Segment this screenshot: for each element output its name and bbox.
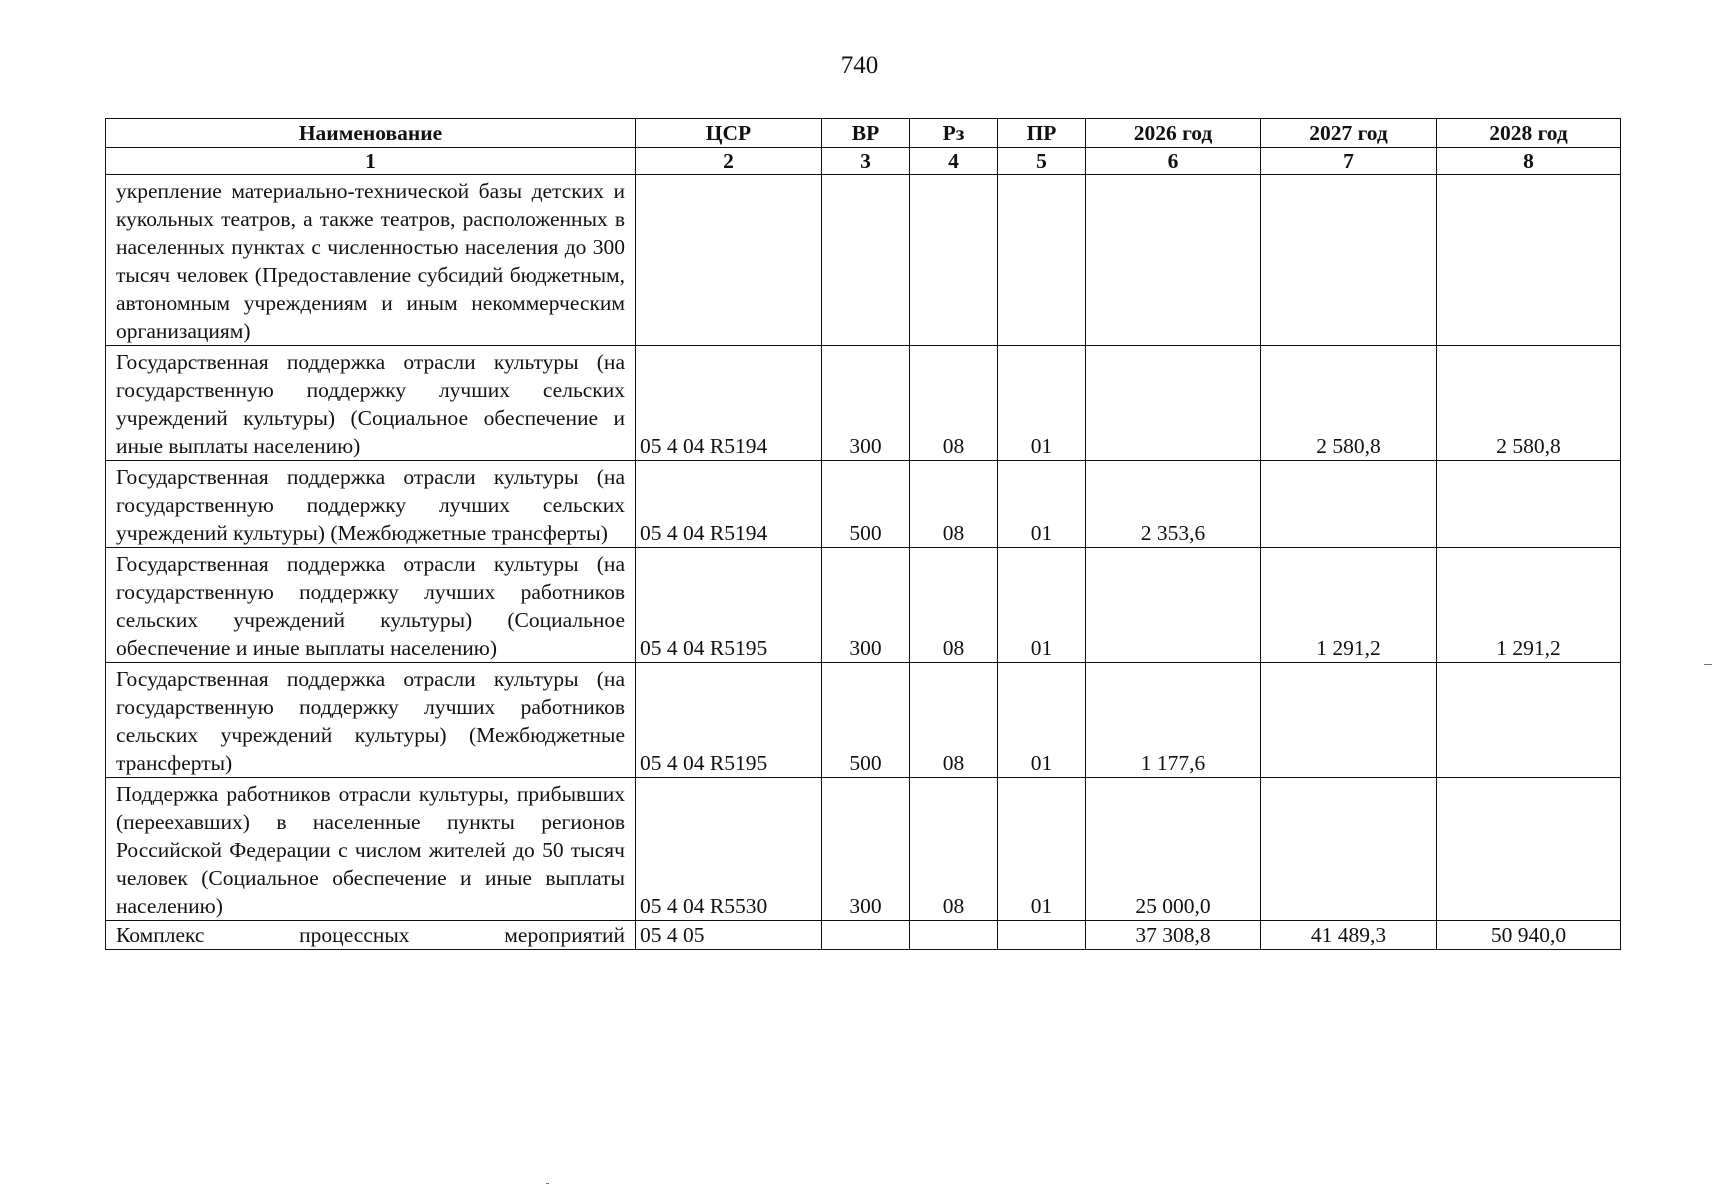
column-number: 3 [822,148,910,175]
table-row [106,778,1621,921]
row-rz: 08 [910,548,998,663]
row-pr: 01 [998,461,1086,548]
row-2027 [1261,175,1437,346]
column-number: 7 [1261,148,1437,175]
row-2026 [1086,175,1261,346]
row-name: Государственная поддержка отрасли культуры (на государственную поддержку лучших работников сельских учреждений культуры) (Социальное обеспечение и иные выплаты населению) [106,548,636,663]
column-number: 6 [1086,148,1261,175]
row-2027 [1261,663,1437,778]
header-pr: ПР [998,119,1086,148]
row-rz: 08 [910,778,998,921]
row-pr: 01 [998,548,1086,663]
row-vr: 300 [822,778,910,921]
row-name: укрепление материально-технической базы детских и кукольных театров, а также театров, расположенных в населенных пунктах с численностью населения до 300 тысяч человек (Предоставление субсидий бюджетным, автономным учреждениям и иным некоммерческим организациям) [106,175,636,346]
header-vr: ВР [822,119,910,148]
row-2026: 2 353,6 [1086,461,1261,548]
row-vr: 300 [822,548,910,663]
row-rz [910,175,998,346]
row-csr: 05 4 04 R5194 [636,346,822,461]
row-pr: 01 [998,663,1086,778]
table-row [106,461,1621,548]
row-name: Государственная поддержка отрасли культуры (на государственную поддержку лучших работников сельских учреждений культуры) (Межбюджетные трансферты) [106,663,636,778]
row-2027: 2 580,8 [1261,346,1437,461]
row-2028: 50 940,0 [1437,921,1621,950]
row-2028 [1437,778,1621,921]
row-2027 [1261,461,1437,548]
row-2026: 1 177,6 [1086,663,1261,778]
scan-mark [1704,664,1712,665]
row-csr: 05 4 05 [636,921,822,950]
row-2026 [1086,346,1261,461]
row-2027 [1261,778,1437,921]
table-row [106,548,1621,663]
row-pr: 01 [998,346,1086,461]
column-number: 1 [106,148,636,175]
row-name: Государственная поддержка отрасли культуры (на государственную поддержку лучших сельских учреждений культуры) (Межбюджетные трансферты) [106,461,636,548]
column-number-row [106,148,1621,175]
row-vr [822,921,910,950]
column-number: 2 [636,148,822,175]
row-csr: 05 4 04 R5195 [636,548,822,663]
row-2028 [1437,175,1621,346]
row-csr: 05 4 04 R5195 [636,663,822,778]
column-number: 5 [998,148,1086,175]
header-name: Наименование [106,119,636,148]
header-csr: ЦСР [636,119,822,148]
column-number: 8 [1437,148,1621,175]
row-vr: 500 [822,663,910,778]
table-row [106,175,1621,346]
row-pr: 01 [998,778,1086,921]
row-vr: 500 [822,461,910,548]
header-rz: Рз [910,119,998,148]
row-2028: 2 580,8 [1437,346,1621,461]
column-number: 4 [910,148,998,175]
header-row [106,119,1621,148]
table-row [106,346,1621,461]
scan-mark [546,1183,549,1184]
row-2027: 41 489,3 [1261,921,1437,950]
row-2028: 1 291,2 [1437,548,1621,663]
row-pr [998,921,1086,950]
row-vr [822,175,910,346]
row-csr: 05 4 04 R5194 [636,461,822,548]
row-name: Комплекс процессных мероприятий [106,921,636,950]
table-row [106,921,1621,950]
row-name: Поддержка работников отрасли культуры, прибывших (переехавших) в населенные пункты регионов Российской Федерации с числом жителей до 50 тысяч человек (Социальное обеспечение и иные выплаты населению) [106,778,636,921]
row-rz: 08 [910,461,998,548]
header-2027: 2027 год [1261,119,1437,148]
row-rz: 08 [910,663,998,778]
row-csr [636,175,822,346]
row-2027: 1 291,2 [1261,548,1437,663]
row-vr: 300 [822,346,910,461]
row-2028 [1437,663,1621,778]
row-pr [998,175,1086,346]
table-row [106,663,1621,778]
row-2028 [1437,461,1621,548]
row-2026: 25 000,0 [1086,778,1261,921]
row-rz: 08 [910,346,998,461]
row-2026 [1086,548,1261,663]
row-csr: 05 4 04 R5530 [636,778,822,921]
row-name: Государственная поддержка отрасли культуры (на государственную поддержку лучших сельских учреждений культуры) (Социальное обеспечение и иные выплаты населению) [106,346,636,461]
row-rz [910,921,998,950]
row-2026: 37 308,8 [1086,921,1261,950]
page-number: 740 [840,52,879,79]
header-2028: 2028 год [1437,119,1621,148]
header-2026: 2026 год [1086,119,1261,148]
budget-table [105,118,1621,950]
